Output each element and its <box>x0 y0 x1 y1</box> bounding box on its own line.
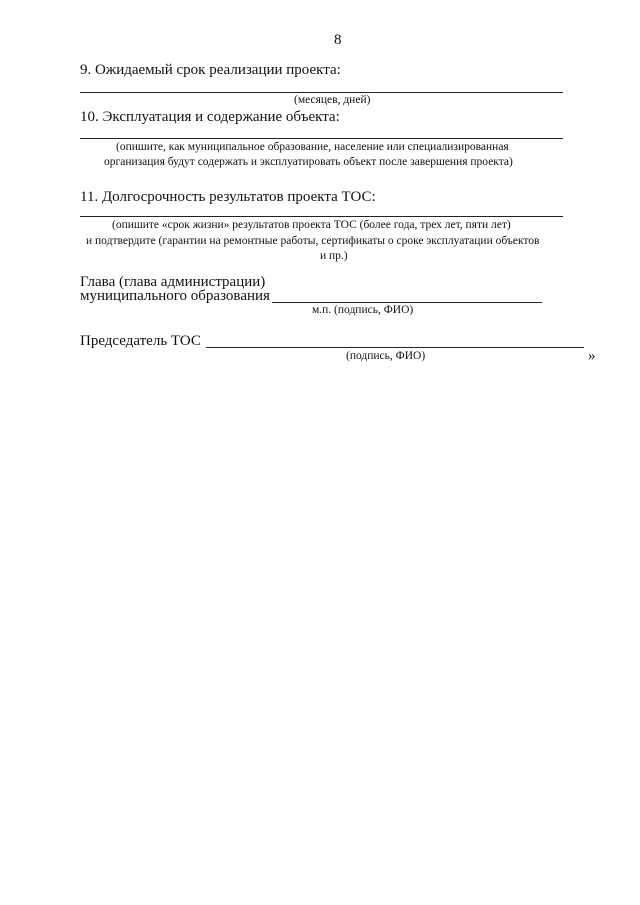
section-9-hint: (месяцев, дней) <box>294 94 371 106</box>
head-title-line2: муниципального образования <box>80 288 270 304</box>
section-9-fill-line <box>80 92 563 93</box>
section-10-heading: 10. Эксплуатация и содержание объекта: <box>80 109 340 125</box>
head-signature-hint: м.п. (подпись, ФИО) <box>312 304 414 316</box>
section-11-hint-line1: (опишите «срок жизни» результатов проекта ТОС (более года, трех лет, пяти лет) <box>112 219 511 231</box>
chair-label: Председатель ТОС <box>80 333 201 349</box>
chair-signature-hint: (подпись, ФИО) <box>346 350 426 362</box>
section-9-heading: 9. Ожидаемый срок реализации проекта: <box>80 62 341 78</box>
closing-quote: » <box>588 348 596 364</box>
section-11-hint-line3: и пр.) <box>320 250 348 262</box>
page-number: 8 <box>334 32 342 48</box>
head-signature-line <box>272 302 542 303</box>
section-10-hint-line1: (опишите, как муниципальное образование, население или специализированная <box>116 141 509 153</box>
section-11-fill-line <box>80 216 563 217</box>
head-title-line1: Глава (глава администрации) <box>80 274 266 290</box>
section-11-hint-line2: и подтвердите (гарантии на ремонтные работы, сертификаты о сроке эксплуатации объектов <box>86 235 540 247</box>
section-10-hint-line2: организация будут содержать и эксплуатировать объект после завершения проекта) <box>104 156 513 168</box>
section-11-heading: 11. Долгосрочность результатов проекта ТОС: <box>80 189 376 205</box>
section-10-fill-line <box>80 138 563 139</box>
chair-signature-line <box>206 347 584 348</box>
